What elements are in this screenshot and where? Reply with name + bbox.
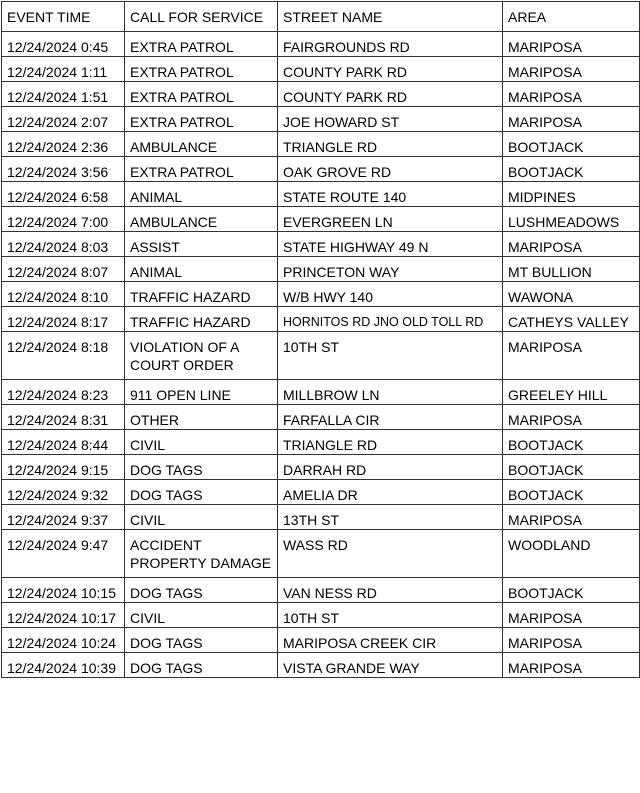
event-time-cell: 12/24/2024 10:15 [2,578,125,603]
street-name-cell: VISTA GRANDE WAY [278,653,503,678]
area-cell: MARIPOSA [503,505,640,530]
area-cell: CATHEYS VALLEY [503,307,640,332]
area-cell: MARIPOSA [503,32,640,57]
street-name-cell: TRIANGLE RD [278,430,503,455]
call-type-cell: ACCIDENT PROPERTY DAMAGE [125,530,278,578]
event-time-cell: 12/24/2024 8:44 [2,430,125,455]
area-cell: MARIPOSA [503,653,640,678]
table-row [2,257,640,282]
header-row [2,2,640,32]
table-row [2,455,640,480]
area-cell: MARIPOSA [503,107,640,132]
event-time-cell: 12/24/2024 10:39 [2,653,125,678]
street-name-cell: FAIRGROUNDS RD [278,32,503,57]
call-type-cell: EXTRA PATROL [125,107,278,132]
area-cell: BOOTJACK [503,578,640,603]
area-cell: MARIPOSA [503,603,640,628]
street-name-cell: 10TH ST [278,603,503,628]
table-row [2,505,640,530]
table-row [2,578,640,603]
area-cell: LUSHMEADOWS [503,207,640,232]
area-cell: BOOTJACK [503,157,640,182]
event-time-cell: 12/24/2024 2:36 [2,132,125,157]
event-time-cell: 12/24/2024 8:31 [2,405,125,430]
table-row [2,405,640,430]
area-cell: MARIPOSA [503,628,640,653]
area-cell: BOOTJACK [503,430,640,455]
street-name-cell: MILLBROW LN [278,380,503,405]
event-time-cell: 12/24/2024 9:47 [2,530,125,578]
table-body [2,32,640,678]
table-row [2,32,640,57]
event-time-cell: 12/24/2024 6:58 [2,182,125,207]
event-time-cell: 12/24/2024 8:07 [2,257,125,282]
event-time-cell: 12/24/2024 8:17 [2,307,125,332]
table-row [2,653,640,678]
street-name-cell: TRIANGLE RD [278,132,503,157]
header-street-name: STREET NAME [278,2,503,32]
event-time-cell: 12/24/2024 9:32 [2,480,125,505]
street-name-cell: PRINCETON WAY [278,257,503,282]
area-cell: BOOTJACK [503,132,640,157]
area-cell: MIDPINES [503,182,640,207]
event-time-cell: 12/24/2024 8:03 [2,232,125,257]
call-type-cell: CIVIL [125,505,278,530]
table-row [2,282,640,307]
call-type-cell: EXTRA PATROL [125,57,278,82]
table-row [2,82,640,107]
table-row [2,182,640,207]
event-time-cell: 12/24/2024 9:15 [2,455,125,480]
call-type-cell: EXTRA PATROL [125,32,278,57]
call-type-cell: AMBULANCE [125,207,278,232]
table-row [2,332,640,380]
call-type-cell: DOG TAGS [125,653,278,678]
street-name-cell: 13TH ST [278,505,503,530]
table-row [2,480,640,505]
event-time-cell: 12/24/2024 8:18 [2,332,125,380]
street-name-cell: DARRAH RD [278,455,503,480]
street-name-cell: 10TH ST [278,332,503,380]
table-row [2,380,640,405]
table-row [2,107,640,132]
table-row [2,603,640,628]
event-time-cell: 12/24/2024 0:45 [2,32,125,57]
street-name-cell: VAN NESS RD [278,578,503,603]
event-time-cell: 12/24/2024 1:11 [2,57,125,82]
event-time-cell: 12/24/2024 3:56 [2,157,125,182]
call-type-cell: 911 OPEN LINE [125,380,278,405]
call-type-cell: DOG TAGS [125,578,278,603]
calls-for-service-table [1,1,640,678]
header-area: AREA [503,2,640,32]
street-name-cell: FARFALLA CIR [278,405,503,430]
event-time-cell: 12/24/2024 8:23 [2,380,125,405]
call-type-cell: DOG TAGS [125,628,278,653]
call-type-cell: EXTRA PATROL [125,157,278,182]
call-type-cell: CIVIL [125,603,278,628]
event-time-cell: 12/24/2024 1:51 [2,82,125,107]
street-name-cell: WASS RD [278,530,503,578]
street-name-cell: MARIPOSA CREEK CIR [278,628,503,653]
call-type-cell: TRAFFIC HAZARD [125,307,278,332]
call-type-cell: OTHER [125,405,278,430]
event-time-cell: 12/24/2024 2:07 [2,107,125,132]
street-name-cell: OAK GROVE RD [278,157,503,182]
area-cell: MARIPOSA [503,332,640,380]
street-name-cell: W/B HWY 140 [278,282,503,307]
event-time-cell: 12/24/2024 10:24 [2,628,125,653]
street-name-cell: STATE ROUTE 140 [278,182,503,207]
table-row [2,530,640,578]
table-row [2,157,640,182]
area-cell: BOOTJACK [503,480,640,505]
street-name-cell: AMELIA DR [278,480,503,505]
event-time-cell: 12/24/2024 8:10 [2,282,125,307]
event-time-cell: 12/24/2024 7:00 [2,207,125,232]
header-event-time: EVENT TIME [2,2,125,32]
table-row [2,628,640,653]
table-row [2,430,640,455]
call-type-cell: ASSIST [125,232,278,257]
area-cell: WOODLAND [503,530,640,578]
area-cell: MARIPOSA [503,82,640,107]
table-row [2,57,640,82]
street-name-cell: COUNTY PARK RD [278,82,503,107]
call-type-cell: ANIMAL [125,182,278,207]
area-cell: MARIPOSA [503,57,640,82]
call-type-cell: CIVIL [125,430,278,455]
street-name-cell: HORNITOS RD JNO OLD TOLL RD [278,307,503,332]
table-row [2,132,640,157]
call-type-cell: DOG TAGS [125,455,278,480]
call-type-cell: EXTRA PATROL [125,82,278,107]
area-cell: MARIPOSA [503,405,640,430]
area-cell: GREELEY HILL [503,380,640,405]
street-name-cell: EVERGREEN LN [278,207,503,232]
event-time-cell: 12/24/2024 9:37 [2,505,125,530]
table-row [2,207,640,232]
call-type-cell: AMBULANCE [125,132,278,157]
street-name-cell: COUNTY PARK RD [278,57,503,82]
event-time-cell: 12/24/2024 10:17 [2,603,125,628]
table-row [2,232,640,257]
street-name-cell: STATE HIGHWAY 49 N [278,232,503,257]
call-type-cell: VIOLATION OF A COURT ORDER [125,332,278,380]
call-type-cell: ANIMAL [125,257,278,282]
area-cell: MT BULLION [503,257,640,282]
area-cell: WAWONA [503,282,640,307]
street-name-cell: JOE HOWARD ST [278,107,503,132]
area-cell: MARIPOSA [503,232,640,257]
area-cell: BOOTJACK [503,455,640,480]
call-type-cell: TRAFFIC HAZARD [125,282,278,307]
call-type-cell: DOG TAGS [125,480,278,505]
header-call-for-service: CALL FOR SERVICE [125,2,278,32]
table-row [2,307,640,332]
